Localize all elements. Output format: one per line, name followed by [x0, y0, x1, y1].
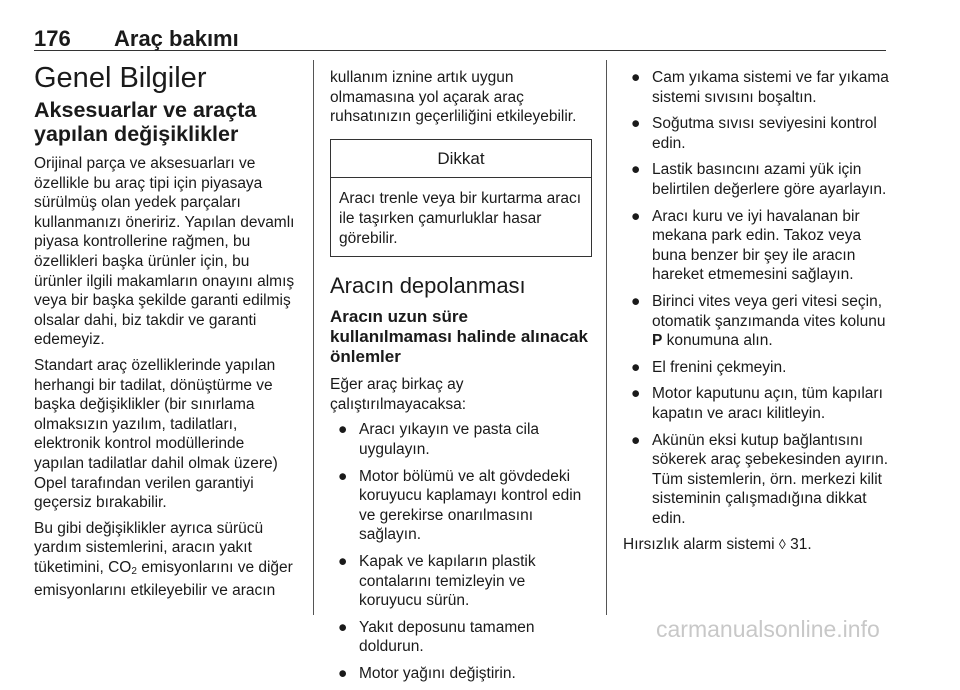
list-item: ● Motor bölümü ve alt gövdedeki koruyucu kaplamayı kontrol edin ve gerekirse onarılmasını sağlayın. [338, 467, 582, 544]
list-item: ● El frenini çekmeyin. [631, 358, 787, 376]
bullet-icon: ● [631, 292, 641, 310]
list-item: ● Motor kaputunu açın, tüm kapıları kapatın ve aracı kilitleyin. [631, 385, 883, 422]
heading-general-info: Genel Bilgiler [34, 62, 207, 94]
heading-accessories: Aksesuarlar ve araçta yapılan değişiklikler [34, 98, 257, 146]
page-ref-arrow-icon: ◊ [778, 536, 786, 553]
watermark: carmanualsonline.info [656, 616, 880, 642]
column-divider [606, 60, 607, 615]
caution-title: Dikkat [331, 140, 591, 179]
caution-box [330, 139, 592, 257]
paragraph-continuation: kullanım iznine artık uygun olmamasına yol açarak araç ruhsatınızın geçerliliğini etkileyebilir. [330, 69, 577, 126]
paragraph-storage-intro: Eğer araç birkaç ay çalıştırılmayacaksa: [330, 376, 467, 413]
bullet-icon: ● [338, 467, 348, 485]
bullet-icon: ● [631, 207, 641, 225]
list-item: ● Soğutma sıvısı seviyesini kontrol edin. [631, 115, 877, 152]
bullet-icon: ● [631, 115, 641, 133]
section-title: Araç bakımı [114, 26, 239, 51]
list-item: ● Cam yıkama sistemi ve far yıkama sistemi sıvısını boşaltın. [631, 69, 889, 106]
storage-list-continued [623, 68, 889, 528]
column-2 [330, 68, 592, 690]
bullet-icon: ● [631, 385, 641, 403]
bullet-icon: ● [631, 358, 641, 376]
alarm-page-link[interactable]: 31. [785, 536, 812, 554]
page-header [34, 26, 886, 51]
alarm-reference: Hırsızlık alarm sistemi ◊ 31. [623, 536, 812, 554]
paragraph-modifications: Standart araç özelliklerinde yapılan herhangi bir tadilat, dönüştürme ve başka değişiklikler (bir sınırlama olmaksızın yazılım, tadilatları, elektronik kontrol modüllerinde yapılan tadilatlar dahil olmak üzere) Opel tarafından verilen garantiyi geçersiz bırakabilir. [34, 356, 278, 512]
list-item: ● Yakıt deposunu tamamen doldurun. [338, 618, 535, 656]
heading-storage: Aracın depolanması [330, 273, 526, 299]
page-number: 176 [34, 26, 71, 51]
list-item: ● Motor yağını değiştirin. [338, 664, 516, 682]
paragraph-emissions: Bu gibi değişiklikler ayrıca sürücü yardım sistemlerini, aracın yakıt tüketimini, $CO_2$ emisyonlarını ve diğer emisyonlarını etkileyebilir ve aracın [34, 519, 293, 600]
bullet-icon: ● [631, 69, 641, 86]
column-divider [313, 60, 314, 615]
list-item: ● Lastik basıncını azami yük için belirtilen değerlere göre ayarlayın. [631, 161, 887, 198]
caution-text: Aracı trenle veya bir kurtarma aracı ile taşırken çamurluklar hasar görebilir. [339, 190, 582, 247]
column-3 [623, 68, 889, 561]
bullet-icon: ● [338, 618, 348, 636]
list-item: ● Aracı yıkayın ve pasta cila uygulayın. [338, 421, 540, 458]
column-1 [34, 60, 296, 607]
bullet-icon: ● [631, 431, 641, 449]
paragraph-original-parts: Orijinal parça ve aksesuarları ve özellikle bu araç tipi için piyasaya sürülmüş olan yedek parçaları kullanmanızı öneririz. Yapılan devamlı piyasa kontrollerine rağmen, bu özellikleri başka ürünler için, bu ürünler ilgili makamların onayını almış veya bir başka şekilde garanti edilmiş olsalar dahi, biz takdir ve garanti edemeyiz. [34, 155, 295, 349]
list-item: ● Birinci vites veya geri vitesi seçin, otomatik şanzımanda vites kolunu P konumuna alın. [631, 292, 886, 350]
bullet-icon: ● [338, 421, 348, 439]
list-item: ● Kapak ve kapıların plastik contalarını temizleyin ve koruyucu sürün. [338, 552, 536, 610]
heading-long-term-storage: Aracın uzun süre kullanılmaması halinde alınacak önlemler [330, 307, 588, 367]
storage-list [330, 420, 592, 683]
bullet-icon: ● [631, 161, 641, 179]
list-item: ● Akünün eksi kutup bağlantısını sökerek araç şebekesinden ayırın. Tüm sistemlerin, örn. merkezi kilit sisteminin çalışmadığına dikkat edin. [631, 431, 889, 527]
bullet-icon: ● [338, 552, 348, 570]
bullet-icon: ● [338, 664, 348, 682]
list-item: ● Aracı kuru ve iyi havalanan bir mekana park edin. Takoz veya buna benzer bir şey ile aracın hareket etmemesini sağlayın. [631, 207, 862, 284]
